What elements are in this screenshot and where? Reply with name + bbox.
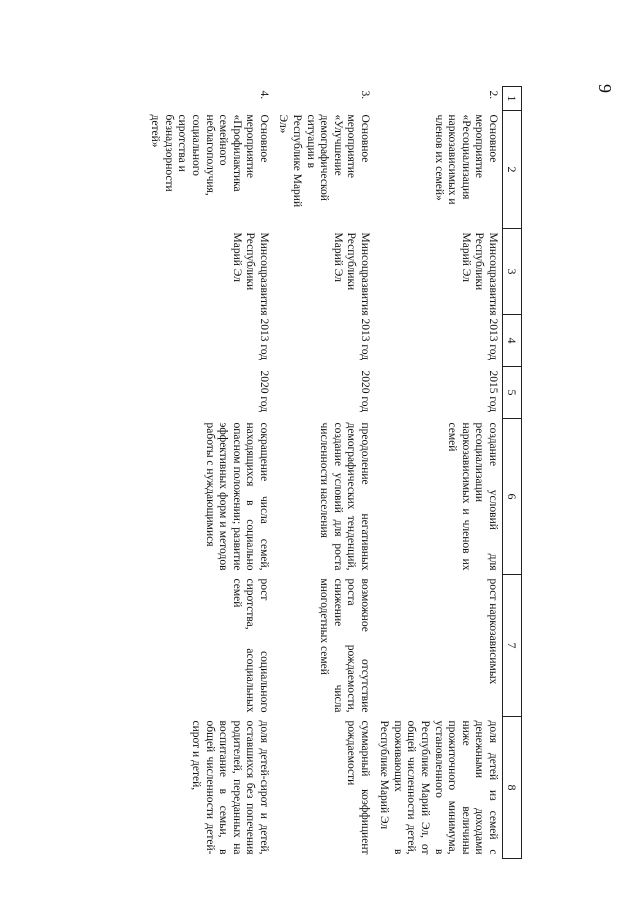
- expected-result: создание условий для ресоциализации наркозависимых и членов их семей: [446, 422, 499, 571]
- measures-table: [145, 86, 522, 859]
- end-year: 2015 год: [486, 370, 499, 413]
- executor: Минсоцразвития Республики Марий Эл: [331, 232, 371, 316]
- row-number: 3.: [358, 90, 371, 100]
- executor: Минсоцразвития Республики Марий Эл: [230, 232, 270, 316]
- table-row: [145, 87, 273, 859]
- indicator: доля детей из семей с денежными доходами ниже величины прожиточного минимума, установленного в Республике Марий Эл, от общей численности детей, проживающих в Республике Марий Эл: [378, 720, 499, 855]
- event-name: Основное мероприятие «Профилактика семейного неблагополучия, социального сиротства и безнадзорности детей»: [149, 114, 270, 196]
- start-year: 2013 год: [486, 318, 499, 361]
- event-name: Основное мероприятие «Улучшение демографической ситуации в Республике Марий Эл»: [277, 114, 371, 208]
- start-year: 2013 год: [358, 318, 371, 361]
- indicator: суммарный коэффициент рождаемости: [345, 720, 371, 855]
- expected-result: преодоление негативных демографических тенденций, создание условий для роста численности населения: [318, 422, 371, 571]
- row-number: 2.: [486, 90, 499, 100]
- consequences: рост социального сиротства, асоциальных семей: [230, 578, 270, 713]
- measures-table-sheet: [118, 86, 522, 858]
- indicator: доля детей-сирот и детей, оставшихся без попечения родителей, переданных на воспитание в семьи, в общей численности детей-сирот и детей,: [190, 720, 270, 855]
- table-row: [273, 87, 374, 859]
- column-number: 8: [502, 717, 521, 859]
- column-number: 4: [502, 315, 521, 367]
- column-number: 3: [502, 229, 521, 315]
- event-name: Основное мероприятие «Ресоциализация наркозависимых и членов их семей»: [432, 114, 499, 205]
- end-year: 2020 год: [257, 370, 270, 413]
- executor: Минсоцразвития Республики Марий Эл: [459, 232, 499, 316]
- consequences: рост наркозависимых: [486, 578, 499, 685]
- column-number: 1: [502, 87, 521, 111]
- consequences: возможное отсутствие роста рождаемости, снижение числа многодетных семей: [318, 578, 371, 713]
- column-number: 5: [502, 367, 521, 419]
- table-row: [374, 87, 503, 859]
- start-year: 2013 год: [257, 318, 270, 361]
- column-number: 2: [502, 111, 521, 229]
- end-year: 2020 год: [358, 370, 371, 413]
- column-number: 6: [502, 419, 521, 575]
- expected-result: сокращение числа семей, находящихся в социально опасном положении; развитие эффективных форм и методов работы с нуждающимися: [203, 422, 270, 571]
- row-number: 4.: [257, 90, 270, 100]
- column-number: 7: [502, 575, 521, 717]
- page-number: 9: [595, 84, 615, 93]
- column-number-row: [502, 87, 521, 859]
